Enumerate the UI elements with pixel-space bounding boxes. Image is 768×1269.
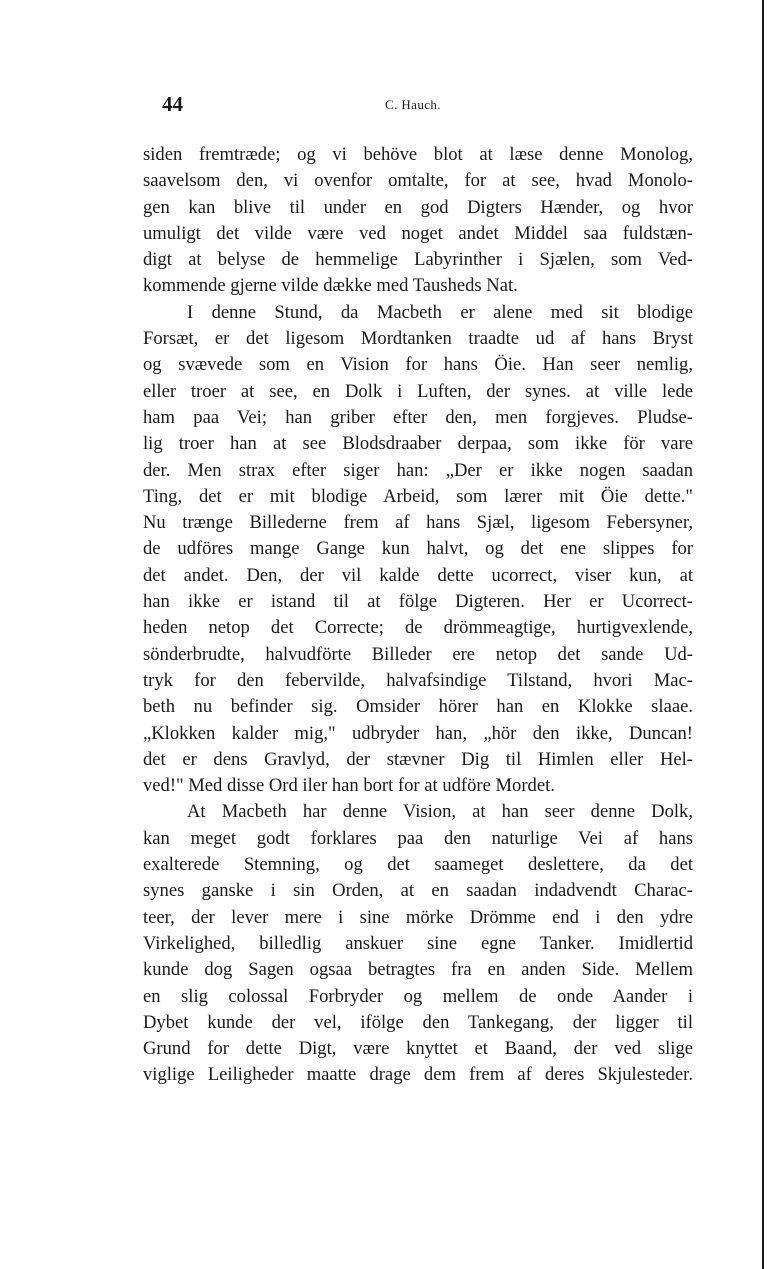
page-header: [143, 92, 693, 116]
text-line: og svævede som en Vision for hans Öie. Han seer nemlig,: [143, 354, 693, 376]
text-line: umuligt det vilde være ved noget andet Middel saa fuldstæn-: [143, 222, 693, 244]
running-head-author: C. Hauch.: [385, 97, 441, 112]
text-line: de udföres mange Gange kun halvt, og det ene slippes for: [143, 538, 693, 560]
paragraph: [143, 142, 693, 300]
text-line: exalterede Stemning, og det saameget deslettere, da det: [143, 854, 693, 876]
text-line: Ting, det er mit blodige Arbeid, som lærer mit Öie dette.": [143, 485, 693, 507]
text-line: heden netop det Correcte; de drömmeagtige, hurtigvexlende,: [143, 617, 693, 639]
text-line: Dybet kunde der vel, ifölge den Tankegang, der ligger til: [143, 1011, 693, 1033]
text-line: ham paa Vei; han griber efter den, men forgjeves. Pludse-: [143, 406, 693, 428]
text-line: digt at belyse de hemmelige Labyrinther i Sjælen, som Ved-: [143, 249, 693, 271]
text-line: kunde dog Sagen ogsaa betragtes fra en anden Side. Mellem: [143, 959, 693, 981]
text-line: han ikke er istand til at fölge Digteren. Her er Ucorrect-: [143, 591, 693, 613]
paragraph: [143, 300, 693, 800]
text-line: beth nu befinder sig. Omsider hörer han en Klokke slaae.: [143, 696, 693, 718]
text-line: lig troer han at see Blodsdraaber derpaa, som ikke för vare: [143, 433, 693, 455]
text-line: synes ganske i sin Orden, at en saadan indadvendt Charac-: [143, 880, 693, 902]
text-line: Grund for dette Digt, være knyttet et Baand, der ved slige: [143, 1038, 693, 1060]
text-line: I denne Stund, da Macbeth er alene med sit blodige: [187, 301, 693, 323]
text-line: det andet. Den, der vil kalde dette ucorrect, viser kun, at: [143, 564, 693, 586]
text-line: det er dens Gravlyd, der stævner Dig til Himlen eller Hel-: [143, 748, 693, 770]
text-line: teer, der lever mere i sine mörke Drömme end i den ydre: [143, 906, 693, 928]
paragraph: [143, 799, 693, 1088]
text-line: Virkelighed, billedlig anskuer sine egne Tanker. Imidlertid: [143, 932, 693, 954]
text-line: ved!" Med disse Ord iler han bort for at udföre Mordet.: [143, 775, 555, 797]
text-line: At Macbeth har denne Vision, at han seer denne Dolk,: [187, 801, 693, 823]
text-line: „Klokken kalder mig," udbryder han, „hör den ikke, Duncan!: [143, 722, 693, 744]
text-line: eller troer at see, en Dolk i Luften, der synes. at ville lede: [143, 380, 693, 402]
text-line: en slig colossal Forbryder og mellem de onde Aander i: [143, 985, 693, 1007]
page-number: 44: [162, 92, 183, 116]
text-line: Forsæt, er det ligesom Mordtanken traadte ud af hans Bryst: [143, 328, 693, 350]
text-line: siden fremtræde; og vi behöve blot at læse denne Monolog,: [143, 144, 693, 165]
text-line: saavelsom den, vi ovenfor omtalte, for at see, hvad Monolo-: [143, 170, 693, 192]
text-line: sönderbrudte, halvudförte Billeder ere netop det sande Ud-: [143, 643, 693, 665]
text-line: tryk for den febervilde, halvafsindige Tilstand, hvori Mac-: [143, 669, 693, 691]
text-line: kan meget godt forklares paa den naturlige Vei af hans: [143, 827, 693, 849]
text-line: gen kan blive til under en god Digters Hænder, og hvor: [143, 196, 693, 218]
text-line: viglige Leiligheder maatte drage dem frem af deres Skjulesteder.: [143, 1064, 693, 1086]
text-line: der. Men strax efter siger han: „Der er ikke nogen saadan: [143, 459, 693, 481]
scan-edge-line: [762, 0, 764, 1269]
text-line: Nu trænge Billederne frem af hans Sjæl, ligesom Febersyner,: [143, 512, 693, 534]
body-text: [143, 142, 693, 1089]
text-line: kommende gjerne vilde dække med Tausheds Nat.: [143, 275, 518, 297]
